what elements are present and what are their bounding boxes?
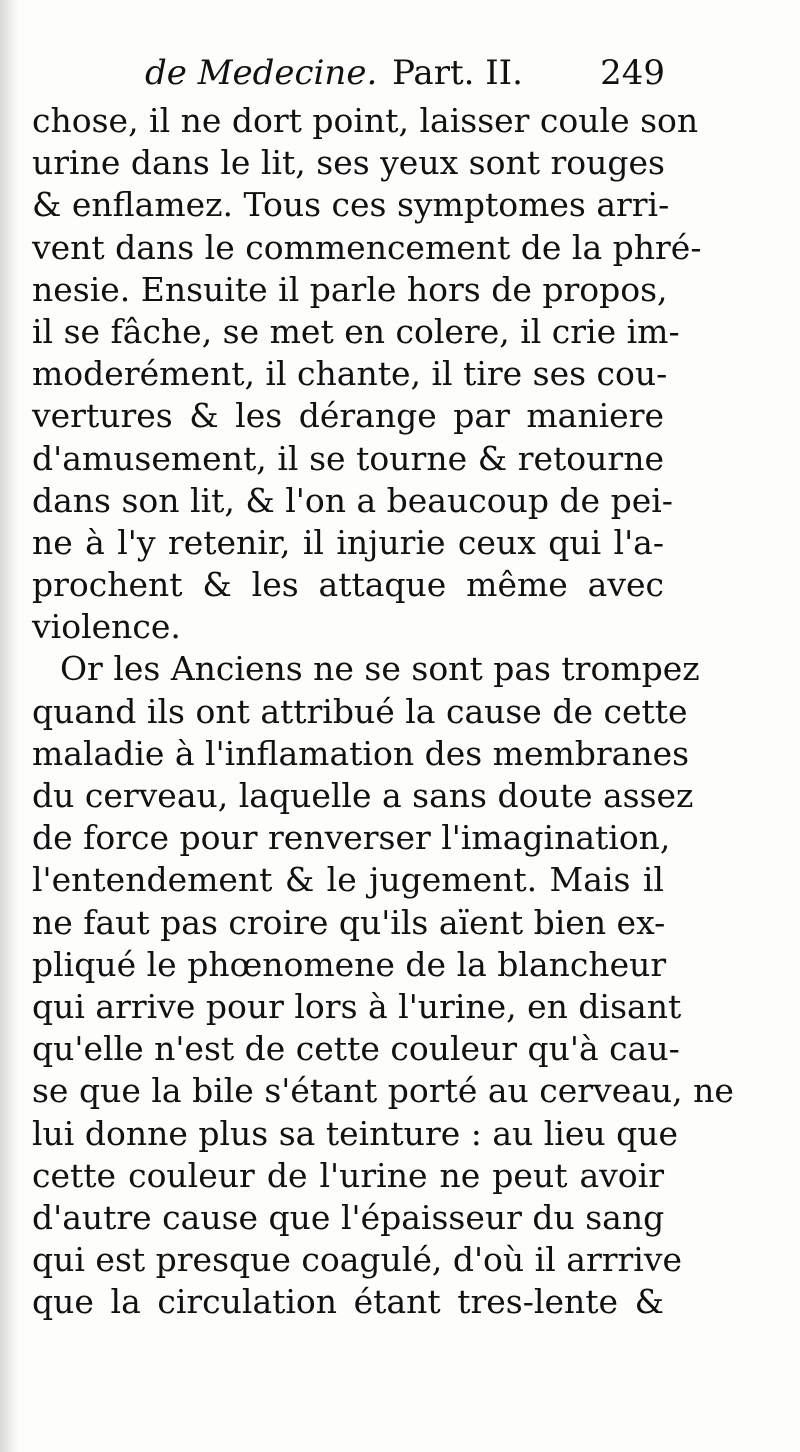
text-line: que la circulation étant tres-lente & bbox=[32, 1282, 664, 1322]
text-line: moderément, il chante, il tire ses cou- bbox=[32, 354, 668, 394]
text-line: cette couleur de l'urine ne peut avoir bbox=[32, 1155, 664, 1195]
text-line: urine dans le lit, ses yeux sont rouges bbox=[32, 143, 665, 183]
text-line: se que la bile s'étant porté au cerveau, ne bbox=[32, 1071, 734, 1111]
running-head bbox=[145, 48, 665, 98]
text-line: chose, il ne dort point, laisser coule son bbox=[32, 101, 699, 140]
text-line: dans son lit, & l'on a beaucoup de pei- bbox=[32, 480, 673, 520]
text-line: & enflamez. Tous ces symptomes arri- bbox=[32, 185, 670, 225]
text-line: nesie. Ensuite il parle hors de propos, bbox=[32, 269, 668, 309]
text-line: qu'elle n'est de cette couleur qu'à cau- bbox=[32, 1029, 680, 1069]
text-line: pliqué le phœnomene de la blancheur bbox=[32, 944, 667, 984]
text-line: maladie à l'inflamation des membranes bbox=[32, 733, 690, 773]
text-line: d'autre cause que l'épaisseur du sang bbox=[32, 1197, 665, 1237]
text-line: vent dans le commencement de la phré- bbox=[32, 227, 702, 267]
text-line: ne faut pas croire qu'ils aïent bien ex- bbox=[32, 902, 666, 942]
text-line: quand ils ont attribué la cause de cette bbox=[32, 691, 688, 731]
text-line: d'amusement, il se tourne & retourne bbox=[32, 438, 664, 478]
text-line: qui est presque coagulé, d'où il arrrive bbox=[32, 1240, 682, 1280]
paragraph-end-line: violence. bbox=[32, 607, 181, 647]
text-line: lui donne plus sa teinture : au lieu que bbox=[32, 1113, 679, 1153]
text-line: l'entendement & le jugement. Mais il bbox=[32, 860, 664, 900]
text-line: qui arrive pour lors à l'urine, en disant bbox=[32, 986, 682, 1026]
text-line: ne à l'y retenir, il injurie ceux qui l'a- bbox=[32, 522, 664, 562]
page-number: 249 bbox=[600, 53, 665, 93]
body-text bbox=[32, 100, 734, 1323]
running-title: de Medecine. bbox=[145, 53, 378, 93]
text-line: vertures & les dérange par maniere bbox=[32, 396, 664, 436]
text-line: il se fâche, se met en colere, il crie im- bbox=[32, 311, 680, 351]
paragraph-start-line: Or les Anciens ne se sont pas trompez bbox=[60, 649, 700, 689]
text-line: du cerveau, laquelle a sans doute assez bbox=[32, 776, 694, 815]
text-line: prochent & les attaque même avec bbox=[32, 565, 664, 605]
part-label: Part. II. bbox=[392, 53, 523, 93]
text-line: de force pour renverser l'imagination, bbox=[32, 818, 671, 858]
gutter-shadow bbox=[0, 0, 18, 1452]
